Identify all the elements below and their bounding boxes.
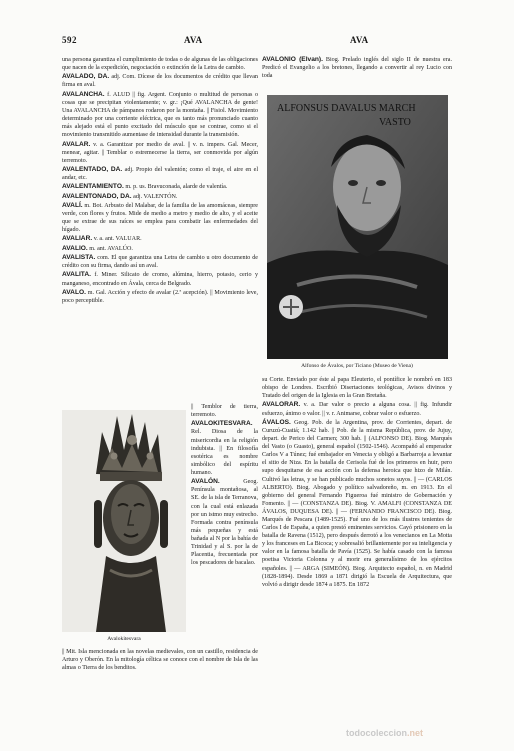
entry-headword: AVALANCHA. <box>62 90 105 98</box>
avalokitesvara-statue-figure <box>62 410 186 632</box>
entry-headword: AVALITA. <box>62 271 91 279</box>
dictionary-entry <box>62 73 258 89</box>
watermark-brand: todocoleccion <box>346 728 408 738</box>
watermark-tld: .net <box>407 728 424 738</box>
statue-right-earring <box>160 500 168 548</box>
dictionary-entry <box>62 56 258 72</box>
entry-text: m. Gal. Acción y efecto de avalar (2.ª acepción). || Movimiento leve, poco perceptible. <box>62 289 258 304</box>
dictionary-entry <box>62 254 258 270</box>
statue-caption: Avalokitesvara <box>107 636 141 642</box>
dictionary-entry <box>62 166 258 182</box>
entry-headword: AVALENTAMIENTO. <box>62 183 124 191</box>
entry-headword: AVALAR. <box>62 140 91 148</box>
dictionary-entry <box>262 376 452 400</box>
left-column <box>62 56 258 306</box>
entry-headword: AVALOKITESVARA. <box>191 420 253 428</box>
entry-headword: AVALÍ. <box>62 201 83 209</box>
entry-text: Geog. Península montañosa, al SE. de la isla de Terranova, con la cual está enlazada por un istmo muy estrecho. Formada contra península más pequeñas y está bañada al N por la bahía de Trinidad y al S. por la de Placentia, frecuentada por los pescadores de bacalao. <box>191 479 258 567</box>
statue-neck-base <box>96 556 166 632</box>
entry-headword: AVALÓN. <box>191 478 220 486</box>
entry-text: Geog. Pob. de la Argentina, prov. de Corrientes, depart. de Curuzú-Cuatiá; 1.142 hab. || Pob. de la misma República, prov. de Jujuy, depart. de Perico del Carmen; 300 hab. || (ALFONSO DE). Biog. Marqués del Vasto (o Guasto), general español (1502-1546). Acompañó al emperador Carlos V a Túnez; fué embajador en Venecia y obligó a Barbarroja a levantar el sitio de Niza. En la batalla de Cerisola fué de los primeros en huir, pero supo desquitarse de esa acción con la defensa heroica que hizo de Milán. Cultivó las letras, y se han publicado muchos sonetos suyos. || — (CARLOS ALBERTO). Biog. Abogado y político salvadoreño, m. en 1913. En el gobierno del general Fernando Figueroa fué ministro de Gobernación y Fomento. || — (CONSTANZA DE). Biog. V. AMALFI (CONSTANZA DE ÁVALOS, DUQUESA DE). || — (FERNANDO FRANCISCO DE). Biog. Marqués de Pescara (1489-1525). Fué uno de los más ilustres tenientes de Carlos I de España, a quien prestó eminentes servicios. Cayó prisionero en la batalla de Ravena (1512), pero después derrotó a los venecianos en La Motta y los franceses en La Bicoca; y sobresalió brillantemente por su inteligencia y valor en la famosa batalla de Pavía (1525). Se había casado con la famosa poetisa Victoria Colonna y al morir era generalísimo de los ejércitos españoles. || — ARGA (SIMEÓN). Biog. Arquitecto español, n. en Madrid (1828-1894). Desde 1869 a 1871 dirigió la Escuela de Arquitectura, que volvió a dirigir desde 1874 a 1875. En 1872 <box>262 419 452 588</box>
entry-headword: AVALONIO (Elvan). <box>262 56 323 63</box>
dictionary-entry <box>62 193 258 201</box>
dictionary-entry <box>191 478 258 567</box>
entry-headword: AVALADO, DA. <box>62 73 110 81</box>
entry-text: v. a. Dar valor o precio a alguna cosa. || fig. Infundir esfuerzo, ánimo o valor. || v. r. Animarse, cobrar valor o esfuerzo. <box>262 402 452 417</box>
dictionary-entry <box>191 420 258 477</box>
dictionary-entry <box>62 245 258 253</box>
statue-diadem <box>100 472 162 481</box>
entry-headword: AVALO. <box>62 288 86 296</box>
statue-left-earring <box>94 500 102 548</box>
entry-headword: AVALISTA. <box>62 254 96 262</box>
alfonso-de-avalos-portrait <box>267 95 448 359</box>
entry-text: || Mit. Isla mencionada en las novelas medievales, con un castillo, residencia de Arturo y Oberón. En la mitología céltica se conoce con el nombre de Isla de las almas o Tierra de los benditos. <box>62 649 258 672</box>
dictionary-entry <box>62 141 258 165</box>
portrait-caption: Alfonso de Ávalos, por Ticiano (Museo de Viena) <box>301 363 413 369</box>
entry-headword: AVALIAR. <box>62 235 93 243</box>
entry-text: Rel. Diosa de la misericordia en la religión indubista. || En filosofía esotérica es nombre simbólico del espíritu humano. <box>191 429 258 476</box>
entry-text: adj. Com. Dícese de los documentos de crédito que llevan firma en aval. <box>62 74 258 89</box>
portrait-inscription-line1: ALFONSUS DAVALUS MARCH <box>277 103 416 114</box>
dictionary-entry <box>262 401 452 417</box>
watermark <box>346 728 423 738</box>
left-bottom-block <box>62 648 258 673</box>
entry-headword: AVALORAR. <box>262 401 301 409</box>
entry-headword: AVALIO. <box>62 244 88 252</box>
entry-text: Biog. Prelado inglés del siglo II de nuestra era. Predicó el Evangelio a los bretones, llegando a convertir al rey Lucio con toda <box>262 57 453 80</box>
entry-text: adj. Propio del valentón; como el traje, el aire en el andar, etc. <box>62 166 259 182</box>
entry-text: f. ALUD || fig. Argent. Conjunto o multitud de personas o cosas que se precipitan violentamente; v. gr.: ¡Qué AVALANCHA de gente! Una AVALANCHA de pámpanos rodaron por la montaña. || Fisiol. Movimiento determinado por una corriente eléctrica, que es tanto más pronunciado cuanto más alejado está el punto excitado del músculo que se contrae, como si el movimiento transmitido aumentase de intensidad durante la transmisión. <box>62 91 258 139</box>
entry-text: || Temblor de tierra, terremoto. <box>191 404 258 419</box>
entry-headword: AVALENTONADO, DA. <box>62 192 132 200</box>
dictionary-entry <box>191 403 258 419</box>
right-column <box>262 376 452 590</box>
entry-text: adj. VALENTÓN. <box>131 193 178 200</box>
entry-text: m. ant. AVALÚO. <box>87 245 133 252</box>
dictionary-entry <box>62 289 258 305</box>
right-column-top <box>262 56 452 81</box>
entry-text: m. p. us. Bravuconada, alarde de valentía. <box>123 184 228 191</box>
entry-headword: ÁVALOS. <box>262 418 291 426</box>
dictionary-entry <box>62 183 258 191</box>
left-running-head: AVA <box>184 35 203 45</box>
dictionary-entry <box>62 271 258 287</box>
right-running-head: AVA <box>350 35 369 45</box>
entry-text: com. El que garantiza una Letra de cambio u otro documento de crédito con su firma, dando así un aval. <box>62 255 258 270</box>
entry-text: f. Miner. Silicato de cromo, alúmina, hierro, potasio, cerio y manganeso, encontrado en Ávala, cerca de Belgrado. <box>62 272 258 287</box>
dictionary-entry <box>62 202 258 234</box>
entry-text: una persona garantiza el cumplimiento de todas o de algunas de las obligaciones que nacen de la expedición, negociación o extinción de la Letra de cambio. <box>62 57 258 72</box>
page-number: 592 <box>62 35 77 45</box>
middle-column <box>191 403 258 568</box>
entry-text: v. a. ant. VALUAR. <box>92 236 142 243</box>
dictionary-entry <box>62 648 258 672</box>
portrait-inscription-line2: VASTO <box>379 117 411 128</box>
dictionary-entry <box>62 235 258 243</box>
dictionary-entry <box>262 419 452 589</box>
entry-text: v. a. Garantizar por medio de aval. || v. n. impers. Gal. Mecer, menear, agitar. || Temblar o estremecerse la tierra, ser conmovida por algún terremoto. <box>62 141 258 164</box>
dictionary-entry <box>62 91 258 140</box>
entry-headword: AVALENTADO, DA. <box>62 165 123 173</box>
entry-text: m. Bot. Arbusto del Malabar, de la familia de las amomáceas, siempre verde, con flores y frutos. Mide de medio a metro y medio de alto, y el aceite que se extrae de sus raíces se emplea para combatir las enfermedades del hígado. <box>62 202 258 234</box>
dictionary-entry <box>262 56 452 80</box>
entry-text: su Corte. Enviado por éste al papa Eleuterio, el pontífice le nombró en 183 obispo de Londres. Escribió Disertaciones teológicas, Avisos divinos y Tratado del origen de la Iglesia en la Gran Bretaña. <box>262 377 452 400</box>
